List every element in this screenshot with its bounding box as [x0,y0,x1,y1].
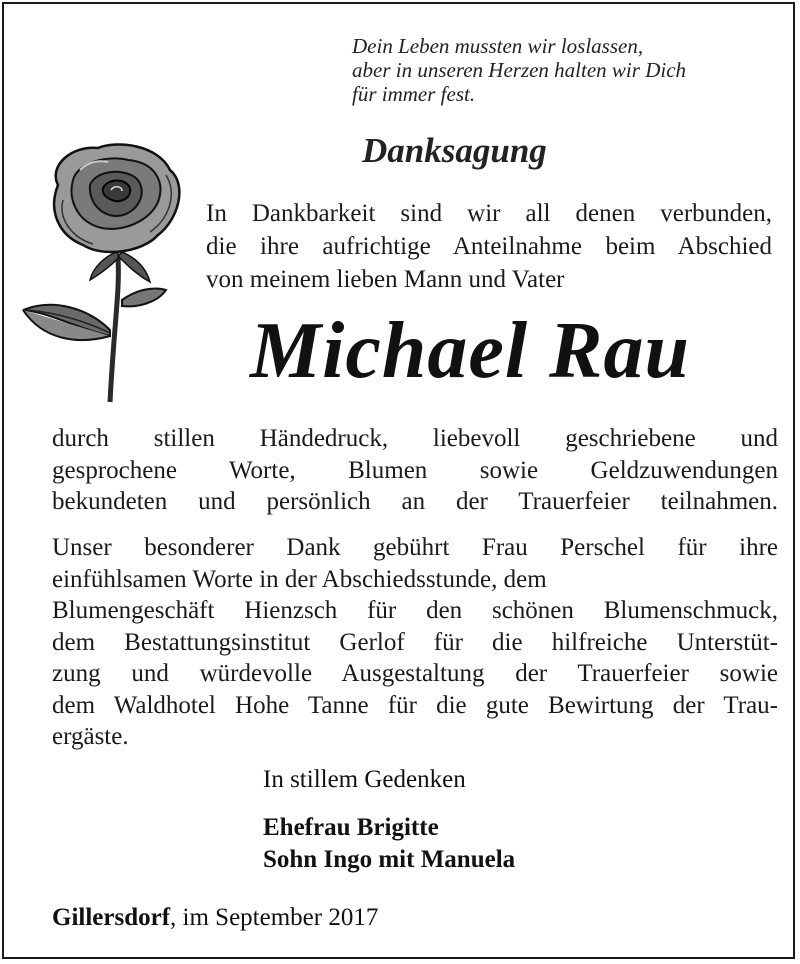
thanks-paragraph-1 [52,423,778,518]
signer-name: Ehefrau Brigitte [263,814,439,841]
date-text: , im September 2017 [170,904,379,931]
paragraph-line: bekundeten und persönlich an der Trauerfeier teilnahmen. [52,488,778,515]
motto-line: Dein Leben mussten wir loslassen, [352,34,644,58]
closing-phrase: In stillem Gedenken [263,766,466,793]
intro-line: die ihre aufrichtige Anteilnahme beim Abschied [206,233,772,260]
paragraph-line: dem Bestattungsinstitut Gerlof für die hilfreiche Unterstüt- [52,628,778,656]
paragraph-line: einfühlsamen Worte in der Abschiedsstunde, dem [52,565,547,593]
paragraph-line: gesprochene Worte, Blumen sowie Geldzuwendungen [52,456,778,484]
paragraph-line: durch stillen Händedruck, liebevoll geschriebene und [52,425,778,452]
paragraph-line: zung und würdevolle Ausgestaltung der Trauerfeier sowie [52,660,778,687]
motto-line: aber in unseren Herzen halten wir Dich [352,58,687,82]
intro-text [206,197,772,296]
paragraph-line: ergäste. [52,723,129,750]
motto-quote [352,34,782,106]
paragraph-line: Blumengeschäft Hienzsch für den schönen Blumenschmuck, [52,597,778,624]
thanks-paragraph-2 [52,532,778,753]
place-name: Gillersdorf [52,904,171,931]
heading-title: Danksagung [362,131,547,170]
rose-icon [18,140,193,405]
intro-line: In Dankbarkeit sind wir all denen verbunden, [206,200,772,227]
paragraph-line: dem Waldhotel Hohe Tanne für die gute Bewirtung der Trau- [52,691,778,719]
intro-line: von meinem lieben Mann und Vater [206,266,565,293]
place-date [52,902,378,934]
deceased-name: Michael Rau [250,307,690,395]
paragraph-line: Unser besonderer Dank gebührt Frau Perschel für ihre [52,534,778,561]
motto-line: für immer fest. [352,82,476,106]
signers [263,812,515,876]
signer-name: Sohn Ingo mit Manuela [263,846,516,873]
